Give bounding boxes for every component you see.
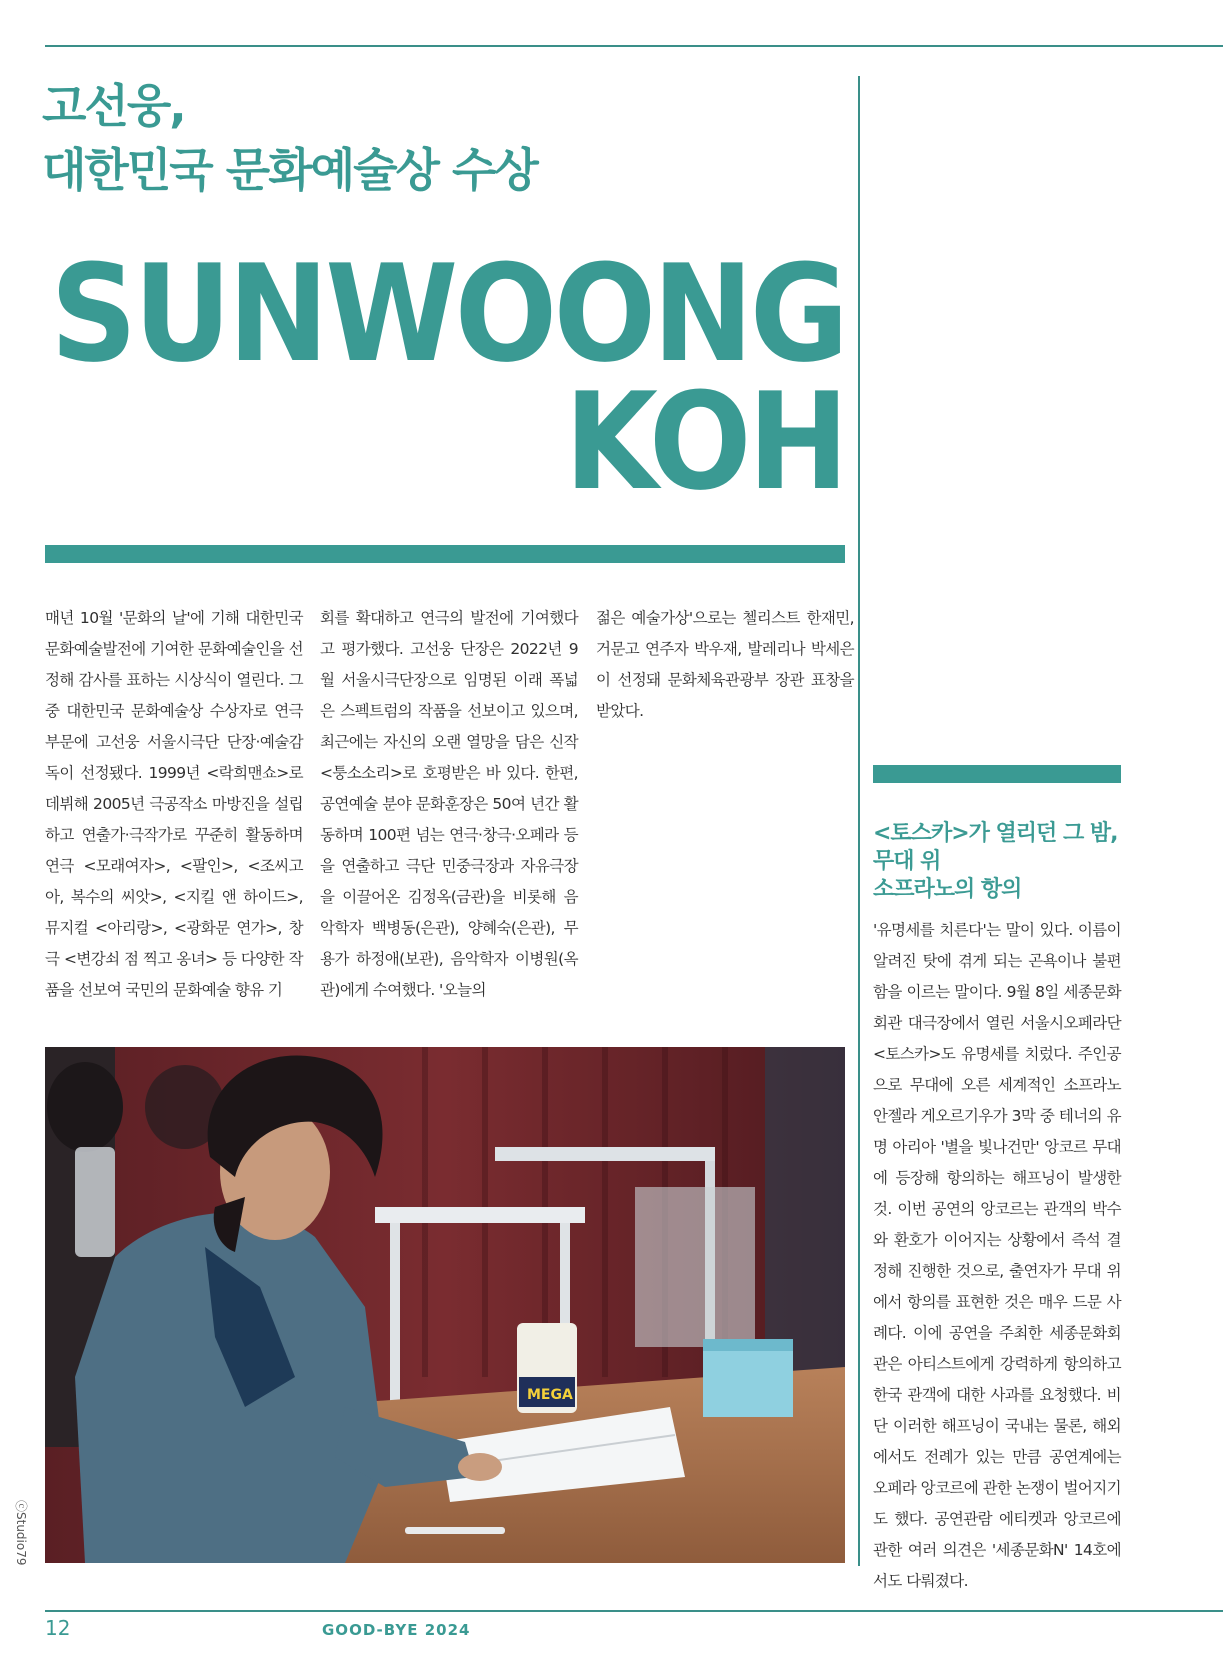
- headline-line-1: 고선웅,: [42, 79, 185, 133]
- article-column-3: 젊은 예술가상'으로는 첼리스트 한재민, 거문고 연주자 박우재, 발레리나 박세은이 선정돼 문화체육관광부 장관 표창을 받았다.: [596, 609, 854, 720]
- rehearsal-photo-illustration: [45, 1047, 845, 1563]
- bottom-rule: [45, 1610, 1223, 1612]
- sidebar-body: '유명세를 치른다'는 말이 있다. 이름이 알려진 탓에 겪게 되는 곤욕이나 불편함을 이르는 말이다. 9월 8일 세종문화회관 대극장에서 열린 서울시오페라단 <토스카>도 유명세를 치렀다. 주인공으로 무대에 오른 세계적인 소프라노 안젤라 게오르기우가 3막 중 테너의 유명 아리아 '별을 빛나건만' 앙코르 무대에 등장해 항의하는 해프닝이 발생한 것. 이번 공연의 앙코르는 관객의 박수와 환호가 이어지는 상황에서 즉석 결정해 진행한 것으로, 출연자가 무대 위에서 항의를 표현한 것은 매우 드문 사례다. 이에 공연을 주최한 세종문화회관은 아티스트에게 강력하게 항의하고 한국 관객에 대한 사과를 요청했다. 비단 이러한 해프닝이 국내는 물론, 해외에서도 전례가 있는 만큼 공연계에는 오페라 앙코르에 관한 논쟁이 벌어지기도 했다. 공연관람 에티켓과 앙코르에 관한 여러 의견은 '세종문화N' 14호에서도 다뤄졌다.: [873, 921, 1121, 1590]
- cup-label: MEGA: [527, 1387, 573, 1403]
- display-name-line-1: SUNWOONG: [50, 236, 845, 392]
- rehearsal-photo: [45, 1047, 845, 1563]
- section-bar: [45, 545, 845, 563]
- magazine-title: GOOD-BYE 2024: [322, 1621, 471, 1639]
- sidebar-title-line-2: 무대 위: [873, 849, 941, 874]
- display-name-line-2: KOH: [564, 364, 845, 520]
- sidebar-title: [873, 820, 1133, 904]
- article-column-2: 회를 확대하고 연극의 발전에 기여했다고 평가했다. 고선웅 단장은 2022년 9월 서울시극단장으로 임명된 이래 폭넓은 스펙트럼의 작품을 선보이고 있으며, 최근에는 자신의 오랜 열망을 담은 신작 <퉁소소리>로 호평받은 바 있다. 한편, 공연예술 분야 문화훈장은 50여 년간 활동하며 100편 넘는 연극·창극·오페라 등을 연출하고 극단 민중극장과 자유극장을 이끌어온 김정옥(금관)을 비롯해 음악학자 백병동(은관), 양혜숙(은관), 무용가 하정애(보관), 음악학자 이병원(옥관)에게 수여했다. '오늘의: [320, 609, 578, 999]
- column-divider: [858, 76, 860, 1566]
- photo-credit: ⓒStudio79: [14, 1500, 28, 1566]
- page-number: 12: [45, 1616, 71, 1640]
- sidebar-bar: [873, 765, 1121, 783]
- sidebar-title-line-3: 소프라노의 항의: [873, 877, 1022, 902]
- headline: [42, 74, 537, 202]
- sidebar-title-line-1: <토스카>가 열리던 그 밤,: [873, 821, 1118, 846]
- article-column-1: 매년 10월 '문화의 날'에 기해 대한민국 문화예술발전에 기여한 문화예술인을 선정해 감사를 표하는 시상식이 열린다. 그중 대한민국 문화예술상 수상자로 연극 부문에 고선웅 서울시극단 단장·예술감독이 선정됐다. 1999년 <락희맨쇼>로 데뷔해 2005년 극공작소 마방진을 설립하고 연출가·극작가로 꾸준히 활동하며 연극 <모래여자>, <팔인>, <조씨고아, 복수의 씨앗>, <지킬 앤 하이드>, 뮤지컬 <아리랑>, <광화문 연가>, 창극 <변강쇠 점 찍고 옹녀> 등 다양한 작품을 선보여 국민의 문화예술 향유 기: [45, 609, 303, 999]
- headline-line-2: 대한민국 문화예술상 수상: [42, 143, 537, 197]
- top-rule: [45, 45, 1223, 47]
- display-name: [50, 236, 845, 520]
